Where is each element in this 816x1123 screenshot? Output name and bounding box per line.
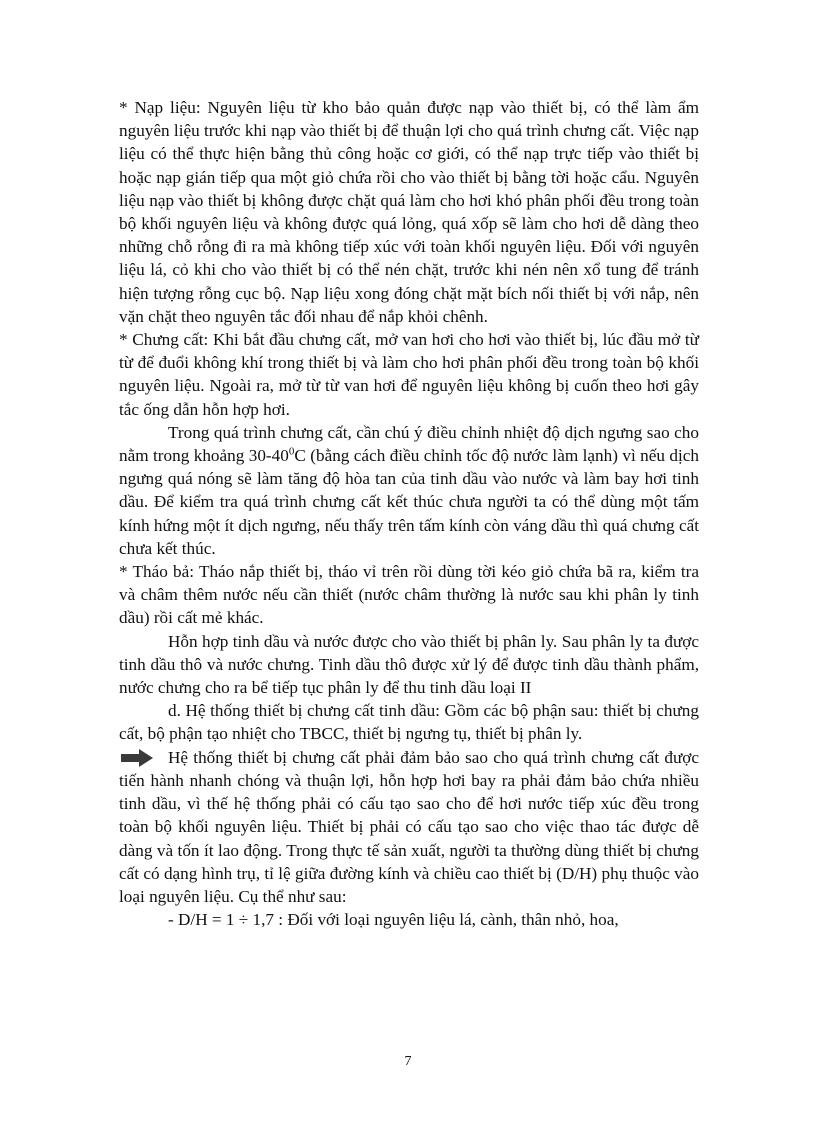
paragraph-thao-ba: * Tháo bả: Tháo nắp thiết bị, tháo vỉ trên rồi dùng tời kéo giỏ chứa bã ra, kiểm tra và châm thêm nước nếu cần thiết (nước châm thường là nước sau khi phân ly tinh dầu) rồi cất mẻ khác.: [119, 562, 699, 628]
document-body: [119, 96, 699, 931]
paragraph-temperature-part1: Trong quá trình chưng cất, cần chú ý điều chỉnh nhiệt độ dịch ngưng sao cho nằm trong khoảng 30-40: [119, 422, 699, 466]
paragraph-he-thong: d. Hệ thống thiết bị chưng cất tinh dầu: Gồm các bộ phận sau: thiết bị chưng cất, bộ phận tạo nhiệt cho TBCC, thiết bị ngưng tụ, thiết bị phân ly.: [119, 701, 699, 744]
right-arrow-icon: [121, 749, 153, 767]
page-number: 7: [404, 1054, 412, 1069]
paragraph-chung-cat: * Chưng cất: Khi bắt đầu chưng cất, mở van hơi cho hơi vào thiết bị, lúc đầu mở từ từ để đuổi không khí trong thiết bị và làm cho hơi phân phối đều trong toàn bộ khối nguyên liệu. Ngoài ra, mở từ từ van hơi để nguyên liệu không bị cuốn theo hơi gây tắc ống dẫn hỗn hợp hơi.: [119, 330, 699, 419]
paragraph-yeu-cau-text: Hệ thống thiết bị chưng cất phải đảm bảo sao cho quá trình chưng cất được tiến hành nhanh chóng và thuận lợi, hỗn hợp hơi bay ra phải đảm bảo chứa nhiều tinh dầu, vì thế hệ thống phải có cấu tạo sao cho để hơi nước tiếp xúc đều trong toàn bộ khối nguyên liệu. Thiết bị phải có cấu tạo sao cho việc thao tác được dễ dàng và tốn ít lao động. Trong thực tế sản xuất, người ta thường dùng thiết bị chưng cất có dạng hình trụ, tỉ lệ giữa đường kính và chiều cao thiết bị (D/H) phụ thuộc vào loại nguyên liệu. Cụ thể như sau:: [119, 747, 699, 906]
paragraph-temperature: [119, 421, 699, 560]
degree-superscript: 0: [288, 445, 295, 458]
paragraph-yeu-cau: [119, 746, 699, 908]
paragraph-dh-ratio: - D/H = 1 ÷ 1,7 : Đối với loại nguyên liệu lá, cành, thân nhỏ, hoa,: [168, 910, 619, 930]
paragraph-phan-ly: Hỗn hợp tinh dầu và nước được cho vào thiết bị phân ly. Sau phân ly ta được tinh dầu thô và nước chưng. Tinh dầu thô được xử lý để được tinh dầu thành phẩm, nước chưng cho ra bể tiếp tục phân ly để thu tinh dầu loại II: [119, 631, 699, 698]
paragraph-nap-lieu: * Nạp liệu: Nguyên liệu từ kho bảo quản được nạp vào thiết bị, có thể làm ẩm nguyên liệu trước khi nạp vào thiết bị để thuận lợi cho quá trình chưng cất. Việc nạp liệu có thể thực hiện bằng thủ công hoặc cơ giới, có thể nạp trực tiếp vào thiết bị hoặc nạp gián tiếp qua một giỏ chứa rồi cho vào thiết bị bằng tời hoặc cẩu. Nguyên liệu nạp vào thiết bị không được chặt quá làm cho hơi khó phân phối đều trong toàn bộ khối nguyên liệu và không được quá lỏng, quá xốp sẽ làm cho hơi dễ dàng theo những chỗ rỗng đi ra mà không tiếp xúc với toàn khối nguyên liệu. Đối với nguyên liệu lá, cỏ khi cho vào thiết bị có thể nén chặt, trước khi nén nên xổ tung để tránh hiện tượng rỗng cục bộ. Nạp liệu xong đóng chặt mặt bích nối thiết bị với nắp, nên vặn chặt theo nguyên tắc đối nhau để nắp khỏi chênh.: [119, 98, 699, 326]
paragraph-temperature-part2: C (bằng cách điều chỉnh tốc độ nước làm lạnh) vì nếu dịch ngưng quá nóng sẽ làm tăng độ hòa tan của tinh dầu vào nước và làm bay hơi tinh dầu. Để kiểm tra quá trình chưng cất kết thúc chưa người ta có thể dùng một tấm kính hứng một ít dịch ngưng, nếu thấy trên tấm kính còn váng dầu thì quá chưng cất chưa kết thúc.: [119, 446, 700, 558]
